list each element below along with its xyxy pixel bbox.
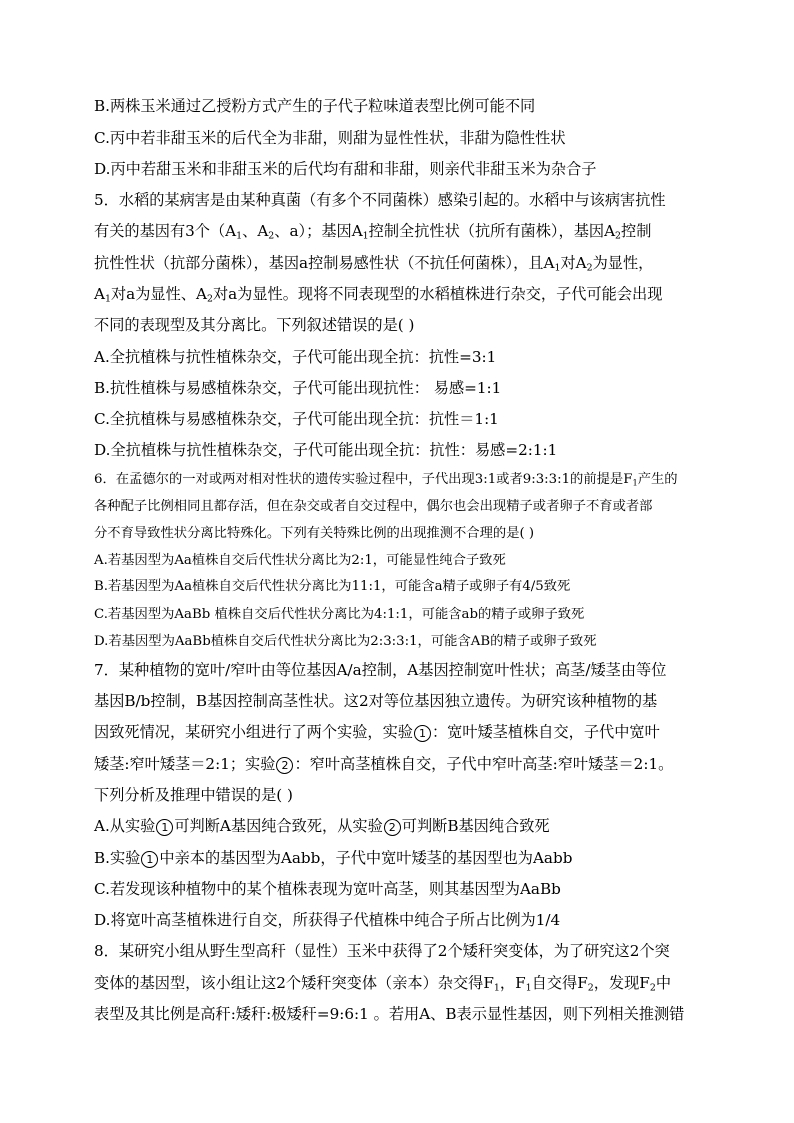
q8-stem-line-2: 变体的基因型，该小组让这2个矮秆突变体（亲本）杂交得$F_1$，$F_1$自交得$F_2$，发现$F_2$中	[94, 974, 672, 994]
q5-option-a: A.全抗植株与抗性植株杂交，子代可能出现全抗：抗性=3:1	[94, 348, 497, 366]
q5-option-c: C.全抗植株与易感植株杂交，子代可能出现全抗：抗性＝1:1	[94, 410, 499, 428]
q4-option-d: D.丙中若甜玉米和非甜玉米的后代均有甜和非甜，则亲代非甜玉米为杂合子	[94, 160, 597, 178]
circled-number-2: 2	[276, 757, 293, 774]
circled-number-1: 1	[156, 819, 173, 836]
q4-option-b: B.两株玉米通过乙授粉方式产生的子代子粒味道表型比例可能不同	[94, 97, 536, 115]
q5-stem-line-4: $A_1$对a为显性、$A_2$对a为显性。现将不同表现型的水稻植株进行杂交，子代可能会出现	[94, 285, 663, 305]
q7-option-a: A.从实验 1 可判断A基因纯合致死，从实验 2 可判断B基因纯合致死	[94, 817, 550, 835]
q5-option-d: D.全抗植株与抗性植株杂交，子代可能出现全抗：抗性：易感=2:1:1	[94, 441, 558, 459]
q5-option-b: B.抗性植株与易感植株杂交，子代可能出现抗性： 易感=1:1	[94, 379, 502, 397]
q8-stem-line-1: 8．某研究小组从野生型高秆（显性）玉米中获得了2个矮秆突变体，为了研究这2个突	[94, 942, 670, 960]
circled-number-1: 1	[141, 851, 158, 868]
q4-option-c: C.丙中若非甜玉米的后代全为非甜，则甜为显性性状，非甜为隐性性状	[94, 129, 566, 147]
q7-stem-line-3: 因致死情况，某研究小组进行了两个实验，实验 1 ：宽叶矮茎植株自交，子代中宽叶	[94, 723, 660, 741]
q5-stem-line-1: 5．水稻的某病害是由某种真菌（有多个不同菌株）感染引起的。水稻中与该病害抗性	[94, 191, 666, 209]
q6-option-c: C.若基因型为AaBb 植株自交后代性状分离比为4:1:1，可能含ab的精子或卵子致死	[94, 607, 585, 622]
q6-stem-line-3: 分不育导致性状分离比特殊化。下列有关特殊比例的出现推测不合理的是( )	[94, 526, 535, 541]
q7-option-d: D.将宽叶高茎植株进行自交，所获得子代植株中纯合子所占比例为1/4	[94, 911, 561, 929]
q6-option-b: B.若基因型为Aa植株自交后代性状分离比为11:1，可能含a精子或卵子有4/5致死	[94, 579, 571, 594]
circled-number-2: 2	[384, 819, 401, 836]
q6-option-a: A.若基因型为Aa植株自交后代性状分离比为2:1，可能显性纯合子致死	[94, 553, 506, 568]
q7-option-b: B.实验 1 中亲本的基因型为Aabb，子代中宽叶矮茎的基因型也为Aabb	[94, 849, 573, 867]
q8-stem-line-3: 表型及其比例是高秆:矮秆:极矮秆=9:6:1 。若用A、B表示显性基因，则下列相关推测错	[94, 1005, 685, 1023]
q5-stem-line-5: 不同的表现型及其分离比。下列叙述错误的是( )	[94, 316, 415, 334]
q6-option-d: D.若基因型为AaBb植株自交后代性状分离比为2:3:3:1，可能含AB的精子或卵子致死	[94, 634, 597, 649]
q5-stem-line-2: 有关的基因有3个（$A_1$、$A_2$、a）；基因$A_1$控制全抗性状（抗所有菌株），基因$A_2$控制	[94, 222, 652, 242]
q7-stem-line-4: 矮茎:窄叶矮茎＝2:1；实验 2 ：窄叶高茎植株自交，子代中窄叶高茎:窄叶矮茎＝2:1。	[94, 755, 674, 773]
q7-stem-line-5: 下列分析及推理中错误的是( )	[94, 786, 293, 804]
circled-number-1: 1	[414, 725, 431, 742]
q6-stem-line-2: 各种配子比例相同且都存活，但在杂交或者自交过程中，偶尔也会出现精子或者卵子不育或者部	[94, 499, 653, 514]
q7-stem-line-1: 7．某种植物的宽叶/窄叶由等位基因A/a控制，A基因控制宽叶性状；高茎/矮茎由等位	[94, 661, 667, 679]
q5-stem-line-3: 抗性性状（抗部分菌株），基因a控制易感性状（不抗任何菌株），且$A_1$对$A_2$为显性，	[94, 254, 654, 274]
q6-stem-line-1: 6．在孟德尔的一对或两对相对性状的遗传实验过程中，子代出现3:1或者9:3:3:1的前提是$F_1$产生的	[94, 472, 678, 488]
q7-stem-line-2: 基因B/b控制，B基因控制高茎性状。这2对等位基因独立遗传。为研究该种植物的基	[94, 692, 658, 710]
q7-option-c: C.若发现该种植物中的某个植株表现为宽叶高茎，则其基因型为AaBb	[94, 880, 561, 898]
